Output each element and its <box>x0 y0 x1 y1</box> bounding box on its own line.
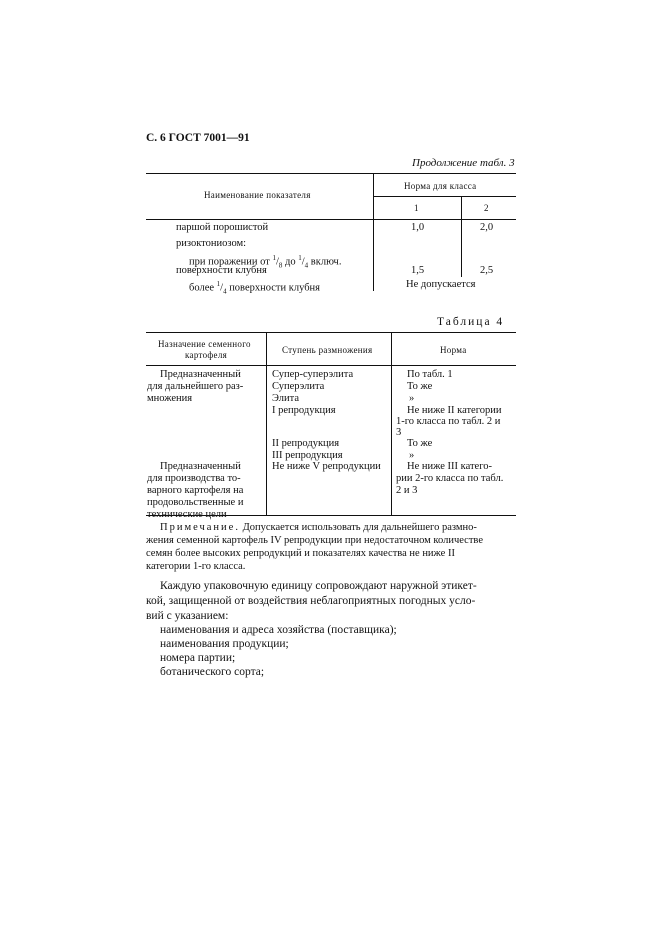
table4-stage: Не ниже V репродукции <box>272 461 381 472</box>
table4-stage: Супер-суперэлита <box>272 369 354 380</box>
page-header: С. 6 ГОСТ 7001—91 <box>146 132 250 144</box>
table3-row-class1: 1,0 <box>411 222 425 233</box>
table4-purpose: Предназначенный <box>160 461 241 472</box>
table4-purpose: для производства то- <box>147 473 241 484</box>
table3-row-text: более $^1/_4$ поверхности клубня <box>189 280 320 296</box>
table4-norm: » <box>409 450 415 461</box>
body-line: Каждую упаковочную единицу сопровождают наружной этикет- <box>160 580 477 592</box>
list-item: номера партии; <box>160 652 236 664</box>
list-item: ботанического сорта; <box>160 666 265 678</box>
note-line: категории 1-го класса. <box>146 561 246 572</box>
table3-row-text: при поражении от $^1/_8$ до $^1/_4$ включ. <box>189 254 342 270</box>
table4-col-purpose: Назначение семенного <box>158 339 251 349</box>
table4-purpose: множения <box>147 393 193 404</box>
table3-row-text: паршой порошистой <box>176 222 269 233</box>
note-label: Примечание. <box>160 522 240 533</box>
table4-stage: III репродукция <box>272 450 343 461</box>
table3-col-norm: Норма для класса <box>404 181 477 191</box>
table4-norm: То же <box>407 381 433 392</box>
table4-col-stage: Ступень размножения <box>282 345 373 355</box>
table3-col-class1: 1 <box>414 203 419 213</box>
table4-norm: По табл. 1 <box>407 369 453 380</box>
table4-header-rule <box>146 365 516 366</box>
table3-row-class2: 2,0 <box>480 222 494 233</box>
table4-purpose: продовольственные и <box>147 497 244 508</box>
table4-norm: 3 <box>396 427 402 438</box>
table4-col-purpose: картофеля <box>185 350 228 360</box>
table4-stage: II репродукция <box>272 438 340 449</box>
table4-norm: Не ниже II категории <box>407 405 502 416</box>
table4-stage: Суперэлита <box>272 381 325 392</box>
table4-purpose: технические цели <box>147 509 227 520</box>
table3-norm-rule <box>373 196 516 197</box>
table4-norm: То же <box>407 438 433 449</box>
body-line: кой, защищенной от воздействия неблагоприятных погодных усло- <box>146 595 476 607</box>
table3-top-rule <box>146 173 516 174</box>
note-line: Примечание. Допускается использовать для дальнейшего размно- <box>160 522 477 533</box>
table4-norm: Не ниже III катего- <box>407 461 492 472</box>
note-line: семян более высоких репродукций и показателях качества не ниже II <box>146 548 455 559</box>
table3-vline-1 <box>373 173 374 291</box>
table4-purpose: Предназначенный <box>160 369 241 380</box>
table4-norm: » <box>409 393 415 404</box>
table4-norm: 2 и 3 <box>396 485 418 496</box>
table4-purpose: варного картофеля на <box>147 485 244 496</box>
table4-vline-1 <box>266 332 267 515</box>
table4-norm: рии 2-го класса по табл. <box>396 473 504 484</box>
table3-row-merged: Не допускается <box>406 279 476 290</box>
table3-row-class2: 2,5 <box>480 265 494 276</box>
table4-col-norm: Норма <box>440 345 467 355</box>
list-item: наименования продукции; <box>160 638 289 650</box>
body-line: вий с указанием: <box>146 610 229 622</box>
table3-row-text: ризоктониозом: <box>176 238 247 249</box>
table4-stage: I репродукция <box>272 405 336 416</box>
table4-stage: Элита <box>272 393 300 404</box>
note-line: жения семенной картофель IV репродукции при недостаточном количестве <box>146 535 483 546</box>
table4-top-rule <box>146 332 516 333</box>
table3-col-indicator: Наименование показателя <box>204 190 311 200</box>
table3-continuation-label: Продолжение табл. 3 <box>412 157 515 169</box>
table3-row-text: поверхности клубня <box>176 265 267 276</box>
table4-norm: 1-го класса по табл. 2 и <box>396 416 501 427</box>
table3-vline-2 <box>461 196 462 277</box>
table3-row-class1: 1,5 <box>411 265 425 276</box>
table3-col-class2: 2 <box>484 203 489 213</box>
list-item: наименования и адреса хозяйства (поставщика); <box>160 624 397 636</box>
table4-vline-2 <box>391 332 392 515</box>
table4-purpose: для дальнейшего раз- <box>147 381 244 392</box>
table4-title: Таблица 4 <box>437 316 505 328</box>
